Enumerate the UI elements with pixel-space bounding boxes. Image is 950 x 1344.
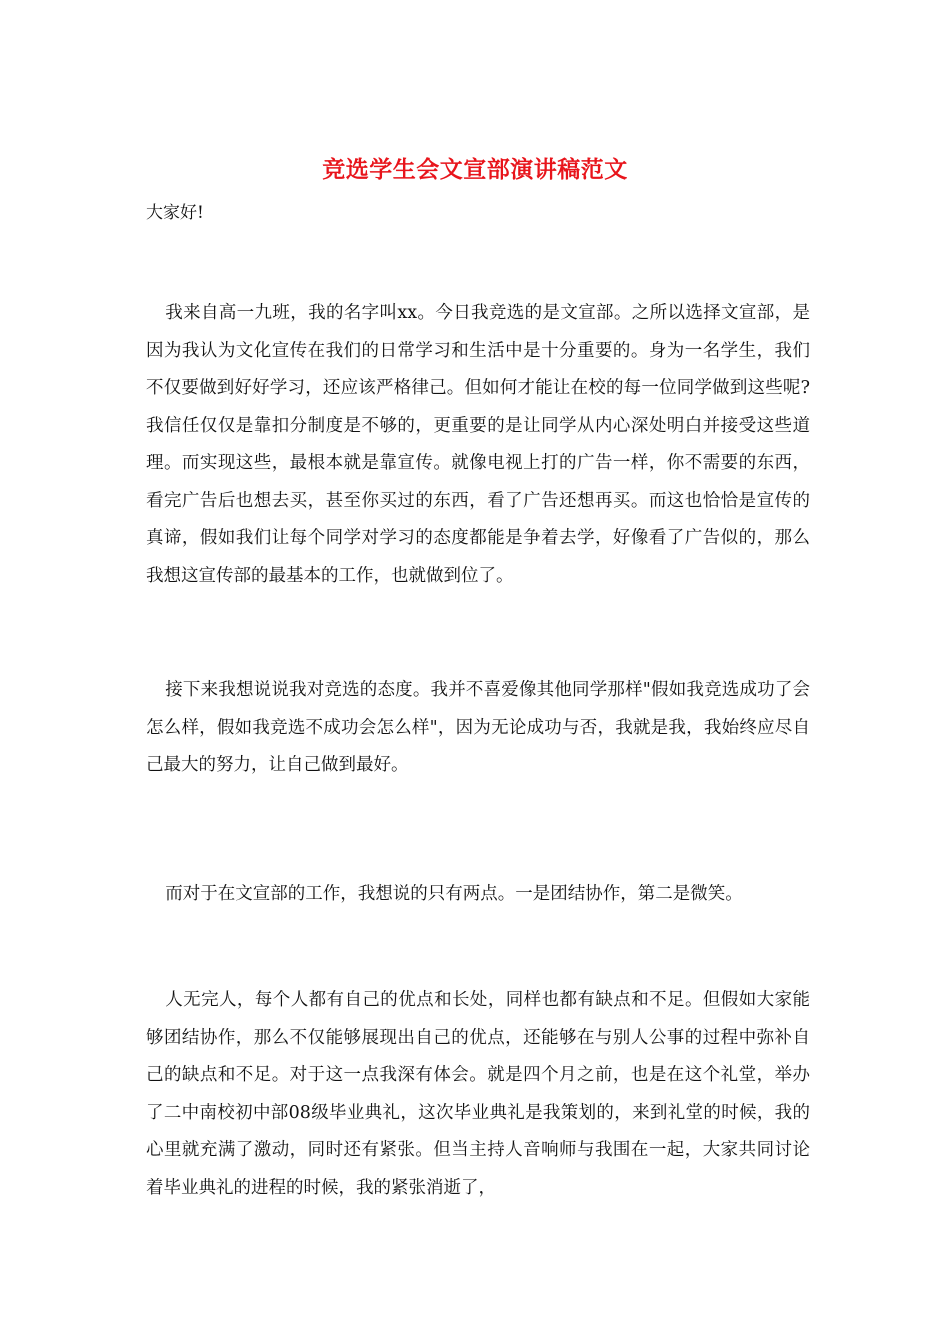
paragraph-teamwork: 人无完人，每个人都有自己的优点和长处，同样也都有缺点和不足。但假如大家能够团结协作，那么不仅能够展现出自己的优点，还能够在与别人公事的过程中弥补自己的缺点和不足。对于这一点我深有体会。就是四个月之前，也是在这个礼堂，举办了二中南校初中部08级毕业典礼，这次毕业典礼是我策划的，来到礼堂的时候，我的心里就充满了激动，同时还有紧张。但当主持人音响师与我围在一起，大家共同讨论着毕业典礼的进程的时候，我的紧张消逝了，	[146, 990, 810, 1198]
paragraph-two-points: 而对于在文宣部的工作，我想说的只有两点。一是团结协作，第二是微笑。	[165, 884, 743, 904]
document-title: 竞选学生会文宣部演讲稿范文	[322, 156, 628, 183]
paragraph-introduction: 我来自高一九班，我的名字叫xx。今日我竞选的是文宣部。之所以选择文宣部，是因为我认为文化宣传在我们的日常学习和生活中是十分重要的。身为一名学生，我们不仅要做到好好学习，还应该严格律己。但如何才能让在校的每一位同学做到这些呢?我信任仅仅是靠扣分制度是不够的，更重要的是让同学从内心深处明白并接受这些道理。而实现这些，最根本就是靠宣传。就像电视上打的广告一样，你不需要的东西，看完广告后也想去买，甚至你买过的东西，看了广告还想再买。而这也恰恰是宣传的真谛，假如我们让每个同学对学习的态度都能是争着去学，好像看了广告似的，那么我想这宣传部的最基本的工作，也就做到位了。	[146, 303, 810, 586]
paragraph-attitude: 接下来我想说说我对竞选的态度。我并不喜爱像其他同学那样"假如我竞选成功了会怎么样，假如我竞选不成功会怎么样"，因为无论成功与否，我就是我，我始终应尽自己最大的努力，让自己做到最好。	[146, 680, 810, 775]
greeting-text: 大家好!	[146, 203, 204, 223]
